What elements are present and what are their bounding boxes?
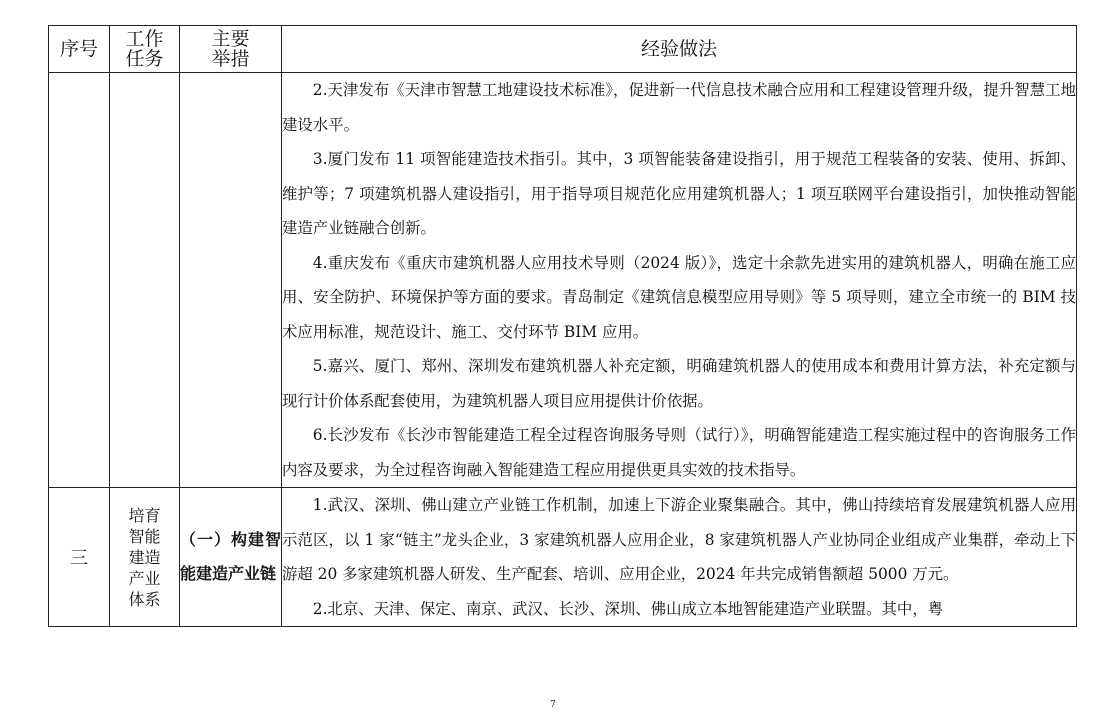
row1-task-cell <box>110 73 180 488</box>
experience-table <box>48 25 1077 627</box>
table-row <box>49 73 1077 488</box>
paragraph: 5.嘉兴、厦门、郑州、深圳发布建筑机器人补充定额，明确建筑机器人的使用成本和费用计算方法，补充定额与现行计价体系配套使用，为建筑机器人项目应用提供计价依据。 <box>282 357 1076 410</box>
row2-experience-cell <box>282 488 1077 627</box>
paragraph: 2.北京、天津、保定、南京、武汉、长沙、深圳、佛山成立本地智能建造产业联盟。其中，粤 <box>312 599 944 618</box>
paragraph: 6.长沙发布《长沙市智能建造工程全过程咨询服务导则（试行）》，明确智能建造工程实施过程中的咨询服务工作内容及要求，为全过程咨询融入智能建造工程应用提供更具实效的技术指导。 <box>282 426 1076 479</box>
row1-seq-cell <box>49 73 110 488</box>
header-measure <box>180 26 282 73</box>
header-seq: 序号 <box>49 26 110 73</box>
header-task-label: 工作任务 <box>125 28 164 70</box>
header-task <box>110 26 180 73</box>
paragraph: 2.天津发布《天津市智慧工地建设技术标准》，促进新一代信息技术融合应用和工程建设管理升级，提升智慧工地建设水平。 <box>282 81 1076 134</box>
row2-task-cell <box>110 488 180 627</box>
row2-measure-cell: （一）构建智能建造产业链 <box>180 488 282 627</box>
row2-seq-cell: 三 <box>49 488 110 627</box>
page-number: 7 <box>550 700 556 710</box>
table-row <box>49 488 1077 627</box>
paragraph: 1.武汉、深圳、佛山建立产业链工作机制，加速上下游企业聚集融合。其中，佛山持续培育发展建筑机器人应用示范区，以 1 家“链主”龙头企业，3 家建筑机器人应用企业，8 家建筑机器人产业协同企业组成产业集群，牵动上下游超 20 多家建筑机器人研发、生产配套、培训、应用企业，2024 年共完成销售额超 5000 万元。 <box>282 496 1076 583</box>
row2-task-label: 培育智能建造产业体系 <box>128 505 161 609</box>
table-header-row <box>49 26 1077 73</box>
row1-experience-cell <box>282 73 1077 488</box>
paragraph: 3.厦门发布 11 项智能建造技术指引。其中，3 项智能装备建设指引，用于规范工程装备的安装、使用、拆卸、维护等；7 项建筑机器人建设指引，用于指导项目规范化应用建筑机器人；1 项互联网平台建设指引，加快推动智能建造产业链融合创新。 <box>282 150 1076 237</box>
paragraph: 4.重庆发布《重庆市建筑机器人应用技术导则（2024 版）》，选定十余款先进实用的建筑机器人，明确在施工应用、安全防护、环境保护等方面的要求。青岛制定《建筑信息模型应用导则》等 5 项导则，建立全市统一的 BIM 技术应用标准，规范设计、施工、交付环节 BIM 应用。 <box>282 253 1076 341</box>
header-measure-label: 主要举措 <box>211 28 250 70</box>
header-experience: 经验做法 <box>282 26 1077 73</box>
row1-measure-cell <box>180 73 282 488</box>
